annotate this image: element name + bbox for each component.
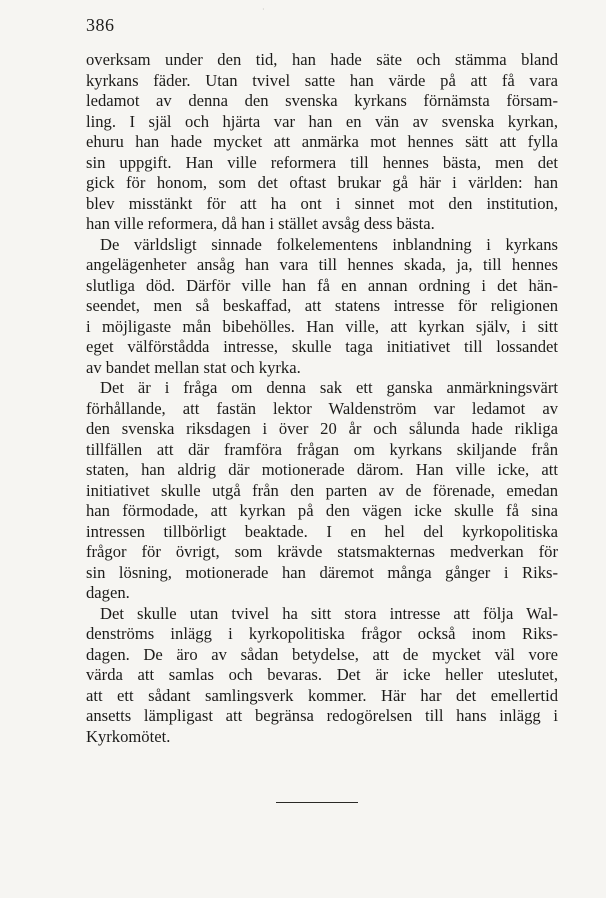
text-line: angelägenheter ansåg han vara till hennes skada, ja, till hennes bbox=[86, 255, 558, 274]
paragraph-3 bbox=[86, 378, 558, 604]
text-line: Kyrkomötet. bbox=[86, 726, 171, 746]
section-end-rule bbox=[276, 802, 358, 803]
text-line: eget välförstådda intresse, skulle taga initiativet till lossandet bbox=[86, 337, 558, 356]
text-line: sin uppgift. Han ville reformera till hennes bästa, men det bbox=[86, 152, 558, 172]
page-number: 386 bbox=[86, 15, 115, 35]
text-line: kyrkans fäder. Utan tvivel satte han värde på att få vara bbox=[86, 70, 558, 90]
text-line: ehuru han hade mycket att anmärka mot hennes sätt att fylla bbox=[86, 132, 558, 151]
text-line: sin lösning, motionerade han däremot många gånger i Riks- bbox=[86, 562, 558, 582]
text-line: blev misstänkt för att ha ont i sinnet mot den institution, bbox=[86, 193, 558, 213]
text-line: han förmodade, att kyrkan på den vägen icke skulle få sina bbox=[86, 501, 558, 520]
text-line: i möjligaste mån bibehölles. Han ville, att kyrkan själv, i sitt bbox=[86, 316, 558, 336]
text-line: overksam under den tid, han hade säte och stämma bland bbox=[86, 50, 558, 69]
text-line: ling. I själ och hjärta var han en vän av svenska kyrkan, bbox=[86, 111, 558, 131]
text-line: den svenska riksdagen i över 20 år och sålunda hade rikliga bbox=[86, 419, 558, 438]
text-line: dagen. bbox=[86, 583, 130, 602]
text-line: gick för honom, som det oftast brukar gå här i världen: han bbox=[86, 173, 558, 192]
text-line: ledamot av denna den svenska kyrkans förnämsta försam- bbox=[86, 91, 558, 110]
text-line: intressen tillbörligt beaktade. I en hel del kyrkopolitiska bbox=[86, 521, 558, 541]
print-speck: · bbox=[262, 5, 265, 14]
text-line: seendet, men så beskaffad, att statens intresse för religionen bbox=[86, 296, 558, 315]
text-line: slutliga död. Därför ville han få en annan ordning i det hän- bbox=[86, 275, 558, 295]
text-line: De världsligt sinnade folkelementens inblandning i kyrkans bbox=[100, 234, 558, 254]
text-line: förhållande, att fastän lektor Waldenström var ledamot av bbox=[86, 398, 558, 418]
text-line: frågor för övrigt, som krävde statsmakternas medverkan för bbox=[86, 542, 558, 561]
text-line: tillfällen att där framföra frågan om kyrkans skiljande från bbox=[86, 439, 558, 459]
text-line: denströms inlägg i kyrkopolitiska frågor också inom Riks- bbox=[86, 624, 558, 643]
text-line: Det är i fråga om denna sak ett ganska anmärkningsvärt bbox=[100, 378, 558, 397]
text-line: Det skulle utan tvivel ha sitt stora intresse att följa Wal- bbox=[100, 603, 558, 623]
text-line: dagen. De äro av sådan betydelse, att de mycket väl vore bbox=[86, 644, 558, 664]
text-line: att ett sådant samlingsverk kommer. Här har det emellertid bbox=[86, 685, 558, 705]
body-text bbox=[86, 50, 558, 747]
text-line: han ville reformera, då han i stället avsåg dess bästa. bbox=[86, 214, 435, 233]
paragraph-1 bbox=[86, 50, 558, 235]
paragraph-2 bbox=[86, 235, 558, 379]
text-line: initiativet skulle utgå från den parten av de förenade, emedan bbox=[86, 480, 558, 500]
text-line: ansetts lämpligast att begränsa redogörelsen till hans inlägg i bbox=[86, 706, 558, 725]
text-line: staten, han aldrig där motionerade därom. Han ville icke, att bbox=[86, 460, 558, 479]
paragraph-4 bbox=[86, 604, 558, 748]
text-line: av bandet mellan stat och kyrka. bbox=[86, 357, 301, 377]
text-line: värda att samlas och bevaras. Det är icke heller uteslutet, bbox=[86, 665, 558, 684]
